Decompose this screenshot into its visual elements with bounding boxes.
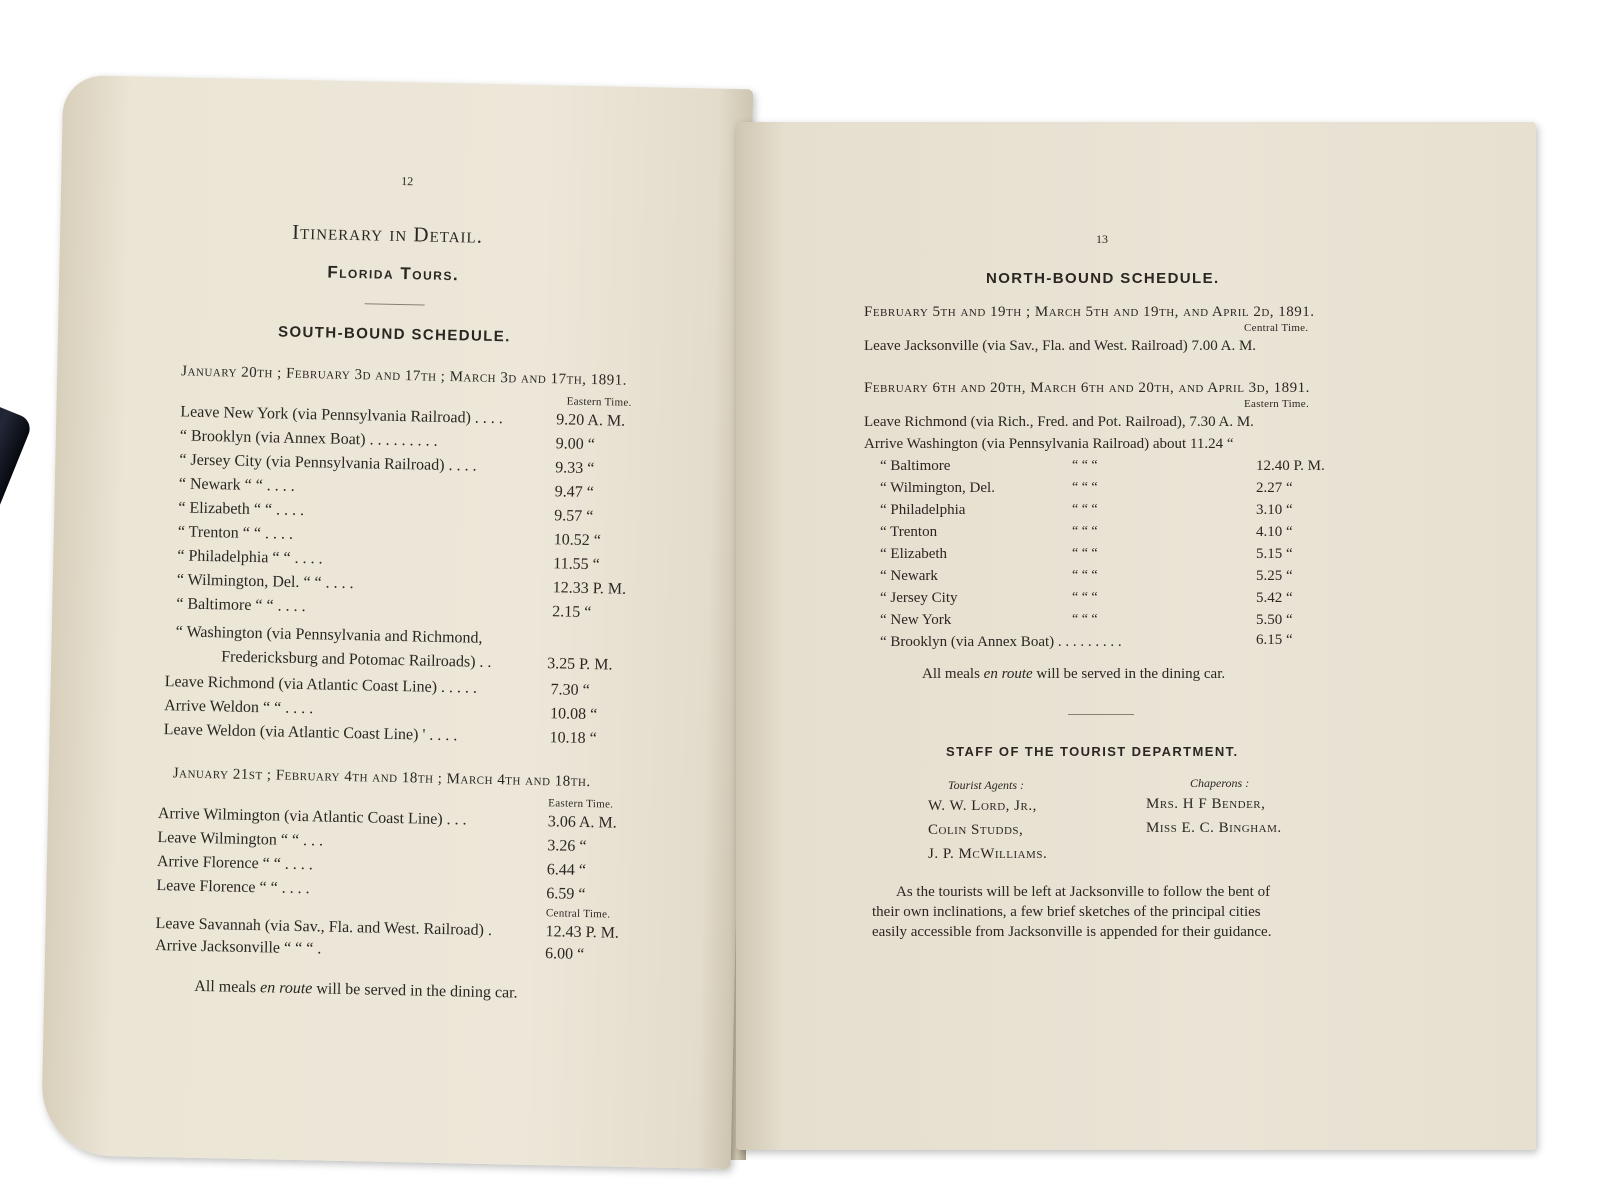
agents-heading: Tourist Agents : — [948, 778, 1025, 792]
schedule-row-label: Leave Savannah (via Sav., Fla. and West. Railroad) . — [155, 915, 493, 940]
schedule-time: 3.10 “ — [1256, 502, 1293, 518]
page-number: 12 — [401, 173, 414, 189]
schedule-time: 3.06 A. M. — [547, 813, 617, 832]
schedule-row-label: “ Baltimore — [880, 458, 951, 474]
schedule-time: 9.57 “ — [554, 507, 594, 526]
schedule-row-label: Leave Florence “ “ . . . . — [156, 877, 310, 898]
schedule-time: 5.50 “ — [1256, 612, 1293, 628]
ditto-marks: “ “ “ — [1072, 568, 1098, 583]
schedule-row-label: “ Newark — [880, 568, 938, 584]
meals-note-b: will be served in the dining car. — [1032, 666, 1226, 682]
staff-name: J. P. McWilliams. — [928, 846, 1048, 862]
left-page — [41, 75, 753, 1169]
staff-name: Colin Studds, — [928, 822, 1024, 838]
schedule-time: 2.27 “ — [1256, 480, 1293, 496]
schedule-time: 9.20 A. M. — [556, 411, 626, 430]
ditto-marks: “ “ “ — [1072, 546, 1098, 561]
schedule-row-label: “ Elizabeth — [880, 546, 948, 562]
schedule-row: Arrive Washington (via Pennsylvania Railroad) about 11.24 “ — [864, 436, 1234, 452]
schedule-row-label: “ Newark “ “ . . . . — [178, 475, 295, 495]
schedule-row-label: “ New York — [880, 612, 952, 628]
meals-note — [922, 666, 1225, 683]
schedule-row-label: “ Wilmington, Del. “ “ . . . . — [176, 571, 354, 593]
dates-line: February 6th and 20th, March 6th and 20th, and April 3d, 1891. — [864, 380, 1310, 396]
meals-note-a: All meals — [922, 666, 984, 682]
schedule-time: 6.00 “ — [544, 945, 585, 963]
timezone-label: Central Time. — [1244, 322, 1309, 334]
schedule-time: 9.33 “ — [555, 459, 595, 478]
schedule-time: 12.43 P. M. — [545, 923, 620, 942]
timezone-label: Eastern Time. — [1244, 398, 1310, 410]
schedule-time: 2.15 “ — [552, 603, 592, 622]
schedule-row: Leave Richmond (via Rich., Fred. and Pot. Railroad), 7.30 A. M. — [864, 414, 1254, 430]
schedule-row-label: “ Elizabeth “ “ . . . . — [178, 499, 305, 520]
timezone-label: Eastern Time. — [566, 395, 632, 409]
page-number: 13 — [1096, 232, 1108, 246]
ditto-marks: “ “ “ — [1072, 480, 1098, 495]
schedule-time: 6.15 “ — [1256, 632, 1293, 648]
schedule-time: 10.52 “ — [553, 531, 602, 550]
closing-line: easily accessible from Jacksonville is appended for their guidance. — [872, 924, 1272, 940]
schedule-time: 9.00 “ — [555, 435, 596, 454]
schedule-row-label: Arrive Florence “ “ . . . . — [156, 853, 314, 874]
schedule-row-label: Arrive Wilmington (via Atlantic Coast Line) . . . — [157, 805, 467, 829]
schedule-row-label: Leave Wilmington “ “ . . . — [157, 829, 324, 850]
schedule-time: 10.18 “ — [549, 729, 597, 748]
schedule-row-label: “ Jersey City (via Pennsylvania Railroad) . . . . — [179, 451, 477, 475]
closing-line: As the tourists will be left at Jacksonville to follow the bent of — [896, 884, 1271, 900]
schedule-title: SOUTH-BOUND SCHEDULE. — [277, 323, 511, 346]
washington-time: 3.25 P. M. — [546, 655, 613, 674]
schedule-row-label: “ Brooklyn (via Annex Boat) . . . . . . . . . — [179, 427, 438, 450]
ditto-marks: “ “ “ — [1072, 524, 1098, 539]
washington-line-2: Fredericksburg and Potomac Railroads) . . — [221, 648, 492, 671]
schedule-row-label: Leave Richmond (via Atlantic Coast Line) . . . . . — [164, 673, 478, 697]
schedule-row-label: Leave Weldon (via Atlantic Coast Line) ' . . . . — [163, 721, 458, 745]
schedule-time: 12.33 P. M. — [552, 579, 627, 598]
schedule-time: 6.59 “ — [546, 885, 586, 904]
schedule-row-label: “ Jersey City — [880, 590, 958, 606]
dates-line: January 21st ; February 4th and 18th ; March 4th and 18th. — [172, 765, 591, 791]
dates-line: February 5th and 19th ; March 5th and 19th, and April 2d, 1891. — [864, 304, 1315, 320]
ditto-marks: “ “ “ — [1072, 612, 1098, 627]
schedule-time: 5.25 “ — [1256, 568, 1293, 584]
washington-line-1: “ Washington (via Pennsylvania and Richmond, — [175, 623, 483, 647]
meals-note-a: All meals — [194, 977, 261, 997]
chaperons-heading: Chaperons : — [1190, 776, 1250, 790]
schedule-time: 5.15 “ — [1256, 546, 1293, 562]
schedule-title: NORTH-BOUND SCHEDULE. — [986, 270, 1220, 287]
page-heading: Itinerary in Detail. — [291, 219, 484, 248]
meals-note — [194, 978, 518, 1003]
right-page — [736, 122, 1536, 1150]
schedule-time: 5.42 “ — [1256, 590, 1293, 606]
staff-name: Mrs. H F Bender, — [1146, 796, 1266, 812]
schedule-row: Leave Jacksonville (via Sav., Fla. and West. Railroad) 7.00 A. M. — [864, 338, 1257, 354]
timezone-label: Eastern Time. — [548, 797, 614, 811]
schedule-time: 6.44 “ — [546, 861, 587, 880]
schedule-row-label: “ Philadelphia — [880, 502, 966, 518]
schedule-time: 4.10 “ — [1256, 524, 1293, 540]
schedule-row-label: Arrive Jacksonville “ “ “ . — [154, 937, 322, 958]
closing-line: their own inclinations, a few brief sketches of the principal cities — [872, 904, 1261, 920]
meals-note-em: en route — [983, 666, 1033, 682]
schedule-row: “ Brooklyn (via Annex Boat) . . . . . . . . . — [880, 634, 1122, 650]
schedule-time: 3.26 “ — [547, 837, 587, 856]
schedule-row-label: “ Trenton — [880, 524, 938, 540]
page-subheading: Florida Tours. — [327, 262, 460, 285]
staff-name: W. W. Lord, Jr., — [928, 798, 1037, 814]
schedule-time: 12.40 P. M. — [1256, 458, 1325, 474]
staff-name: Miss E. C. Bingham. — [1146, 820, 1282, 836]
schedule-row-label: Leave New York (via Pennsylvania Railroad) . . . . — [180, 403, 504, 428]
schedule-time: 9.47 “ — [554, 483, 595, 502]
pen-object — [0, 399, 34, 755]
ditto-marks: “ “ “ — [1072, 502, 1098, 517]
ditto-marks: “ “ “ — [1072, 590, 1098, 605]
meals-note-em: en route — [259, 979, 313, 998]
divider — [365, 303, 425, 305]
staff-title: STAFF OF THE TOURIST DEPARTMENT. — [946, 744, 1239, 759]
schedule-row-label: “ Trenton “ “ . . . . — [177, 523, 294, 543]
schedule-time: 11.55 “ — [553, 555, 600, 574]
schedule-time: 7.30 “ — [550, 681, 590, 700]
ditto-marks: “ “ “ — [1072, 458, 1098, 473]
timezone-label: Central Time. — [545, 907, 611, 921]
meals-note-b: will be served in the dining car. — [312, 980, 518, 1002]
schedule-row-label: “ Wilmington, Del. — [880, 480, 995, 496]
schedule-row-label: “ Philadelphia “ “ . . . . — [177, 547, 323, 568]
divider — [1068, 714, 1134, 715]
dates-line: January 20th ; February 3d and 17th ; March 3d and 17th, 1891. — [181, 363, 628, 389]
schedule-row-label: Arrive Weldon “ “ . . . . — [164, 697, 314, 718]
schedule-row-label: “ Baltimore “ “ . . . . — [176, 595, 306, 616]
schedule-time: 10.08 “ — [549, 705, 598, 724]
